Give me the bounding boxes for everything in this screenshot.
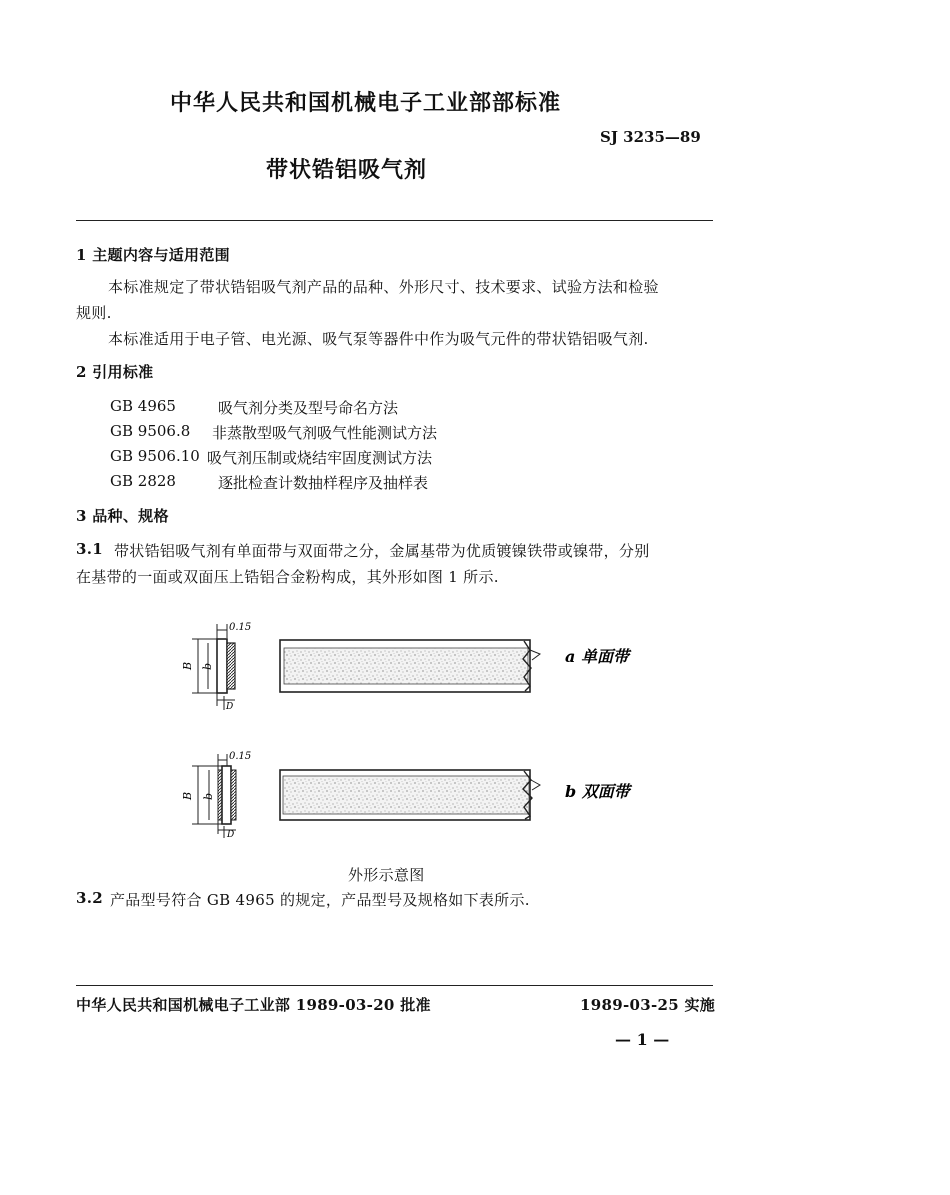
ref-code-1: GB 4965 [110,397,176,415]
double-band-section [181,751,251,840]
section-1-para2: 本标准适用于电子管、电光源、吸气泵等器件中作为吸气元件的带状锆铝吸气剂. [108,330,649,348]
approval-line: 中华人民共和国机械电子工业部 1989-03-20 批准 [76,996,431,1014]
label-single-band: a 单面带 [565,647,629,666]
dim-b-a: b [201,662,214,670]
header-rule [76,220,713,221]
dim-D-a: D [226,702,234,712]
single-band-section [181,622,251,712]
section-3-heading: 3 品种、规格 [76,507,169,525]
label-double-band: b 双面带 [565,782,630,801]
figure-caption: 外形示意图 [348,866,425,884]
ref-title-4: 逐批检查计数抽样程序及抽样表 [218,474,429,492]
section-2-heading: 2 引用标准 [76,363,154,381]
standard-code: SJ 3235—89 [600,128,701,146]
ref-code-4: GB 2828 [110,472,176,490]
para-3-1-line1: 带状锆铝吸气剂有单面带与双面带之分，金属基带为优质镀镍铁带或镍带，分别 [114,542,650,560]
section-1-para1-line1: 本标准规定了带状锆铝吸气剂产品的品种、外形尺寸、技术要求、试验方法和检验 [108,278,659,296]
ref-title-1: 吸气剂分类及型号命名方法 [218,399,399,417]
implementation-date: 1989-03-25 实施 [580,996,716,1014]
ref-title-2: 非蒸散型吸气剂吸气性能测试方法 [212,424,438,442]
dim-D-b: D [227,830,235,840]
ref-code-3: GB 9506.10 [110,447,200,465]
page-number: — 1 — [615,1030,670,1049]
ref-code-2: GB 9506.8 [110,422,191,440]
dim-b-b: b [202,792,215,800]
shape-figure [180,610,660,850]
dim-thickness-a: 0.15 [229,622,252,633]
single-band-strip [280,640,540,692]
ref-title-3: 吸气剂压制或烧结牢固度测试方法 [207,449,433,467]
double-band-strip [280,770,540,820]
footer-rule [76,985,713,986]
section-1-heading: 1 主题内容与适用范围 [76,246,230,264]
dim-thickness-b: 0.15 [229,751,252,762]
para-3-2-number: 3.2 [76,889,103,907]
para-3-1-number: 3.1 [76,540,103,558]
section-1-para1-line2: 规则. [76,304,112,322]
para-3-2-text: 产品型号符合 GB 4965 的规定，产品型号及规格如下表所示. [110,891,530,909]
doc-title: 带状锆铝吸气剂 [266,158,428,183]
ministry-title: 中华人民共和国机械电子工业部部标准 [170,91,562,116]
dim-B-b: B [181,791,194,800]
dim-B-a: B [181,661,194,670]
para-3-1-line2: 在基带的一面或双面压上锆铝合金粉构成，其外形如图 1 所示. [76,568,499,586]
